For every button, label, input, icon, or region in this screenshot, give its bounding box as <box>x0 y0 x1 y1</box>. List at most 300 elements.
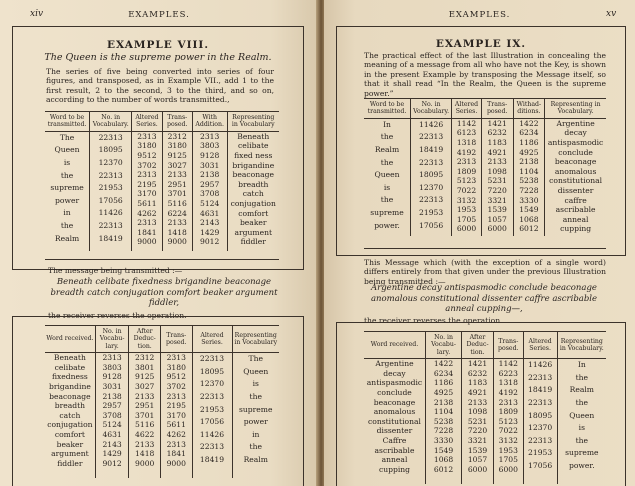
table-cell: beaconage <box>373 397 416 407</box>
page-number: xiv <box>30 9 44 19</box>
column-header: Representing in Vocabulary <box>227 112 279 132</box>
table-cell: 22313 <box>199 354 225 364</box>
table-cell: 2951 <box>167 179 187 189</box>
table-cell: 11426 <box>98 208 123 218</box>
table-cell: 2313 <box>102 353 122 363</box>
table-cell: 5116 <box>135 420 155 430</box>
table-cell: 9000 <box>135 458 155 468</box>
table-cell: Queen <box>54 145 80 155</box>
example-subtitle: The Queen is the supreme power in the Realm. <box>44 52 272 63</box>
table-cell: 3132 <box>498 435 518 445</box>
table-cell: 12370 <box>199 379 225 389</box>
table-cell: beaker <box>56 439 84 449</box>
table-cell: Argentine <box>375 359 414 369</box>
table-cell: 9012 <box>102 458 122 468</box>
table-cell: 12370 <box>98 158 123 167</box>
message-intro: This Message which (with the exception of a single word) differs entirely from that given under the previous Illustration being transmitted :— <box>364 258 606 286</box>
table-cell: The <box>248 354 263 364</box>
table-cell: the <box>249 442 262 452</box>
table-cell: celibate <box>54 362 86 372</box>
table-cell: 1104 <box>433 407 454 417</box>
table-cell: 7220 <box>467 426 488 436</box>
table-cell: in <box>252 429 260 439</box>
table-cell: 2313 <box>166 391 186 401</box>
table-cell: 3708 <box>102 410 122 420</box>
table-cell: 9125 <box>167 151 187 160</box>
table-column <box>45 353 95 478</box>
intro-paragraph: The series of five being converted into series of four figures, and transposed, as in Example VII., add 1 to the first result, 2 to the second, 3 to the third, and so on, according to the number of words transmitted., <box>46 67 274 105</box>
table-cell: argument <box>51 449 89 459</box>
table-cell: fixed ness <box>234 151 273 160</box>
table-cell: 1183 <box>487 138 507 147</box>
table-cell: Queen <box>243 366 269 376</box>
table-cell: ascribable <box>555 205 596 215</box>
table-cell: 1705 <box>456 214 477 224</box>
table-cell: 4192 <box>456 147 477 157</box>
table-cell: the <box>575 372 589 382</box>
table-cell: 3801 <box>135 362 155 372</box>
table-cell: 2957 <box>102 401 122 411</box>
table-cell: 4192 <box>498 388 518 397</box>
right-page <box>324 0 635 486</box>
table-cell: argument <box>234 227 273 237</box>
table-cell: dissenter <box>557 185 594 195</box>
table-cell: 1809 <box>456 166 477 176</box>
table-cell: decay <box>564 128 587 138</box>
table-cell: 2313 <box>456 157 477 167</box>
table-cell: caffre <box>564 195 587 205</box>
example-title: EXAMPLE VIII. <box>106 39 210 51</box>
table-cell: dissenter <box>376 426 413 436</box>
table-rule <box>45 259 279 260</box>
table-cell: 2133 <box>167 218 187 228</box>
table-rule <box>364 248 606 249</box>
table-cell: 5231 <box>467 416 488 426</box>
table-cell: Realm <box>243 454 268 464</box>
table-column <box>227 131 279 251</box>
column-header: Withad-ditions. <box>513 99 545 119</box>
column-header: Trans-posed. <box>493 332 523 359</box>
column-header: Altered Series. <box>132 112 162 132</box>
table-cell: 2143 <box>200 218 220 228</box>
table-cell: 2313 <box>200 131 220 141</box>
intro-paragraph: The practical effect of the last Illustration in concealing the meaning of a message from all who have not the Key, is shown in the present Example by transposing the Message itself, so that it shall read “In the Realm, the Queen is the supreme power.” <box>364 51 606 98</box>
table-column <box>364 118 411 236</box>
table-cell: 2138 <box>433 397 454 407</box>
table-cell: 2195 <box>166 401 186 411</box>
table-cell: the <box>249 392 262 401</box>
table-cell: 3701 <box>167 189 187 199</box>
table-cell: 5238 <box>433 416 454 426</box>
table-cell: 1421 <box>487 118 507 128</box>
table-cell: 4262 <box>137 208 157 218</box>
table-cell: 1418 <box>135 449 155 459</box>
table-cell: 3031 <box>102 382 122 391</box>
column-header: Word received. <box>364 332 425 359</box>
table-cell: conjugation <box>230 198 276 208</box>
page-number: xv <box>606 9 617 19</box>
table-cell: 2138 <box>102 391 122 401</box>
table-cell: Beneath <box>237 131 270 141</box>
table-cell: 2313 <box>137 131 157 141</box>
table-cell: 4631 <box>200 208 220 218</box>
table-cell: power <box>55 195 80 205</box>
column-header: Altered Series. <box>192 326 232 353</box>
table-cell: 6012 <box>519 224 539 234</box>
table-cell: 17056 <box>199 417 225 427</box>
table-cell: 1068 <box>433 455 454 465</box>
table-cell: cupping <box>378 464 411 474</box>
table-cell: 7022 <box>498 426 518 436</box>
column-header: After Deduc-tion. <box>129 326 161 353</box>
table-cell: 6000 <box>456 224 477 234</box>
table-cell: the <box>60 220 74 230</box>
table-column <box>364 359 425 484</box>
table-cell: 1953 <box>456 205 477 215</box>
table-cell: 2951 <box>135 401 155 411</box>
table-cell: 1142 <box>498 359 518 369</box>
table-cell: 4925 <box>519 147 539 157</box>
table-cell: 1418 <box>167 227 187 237</box>
table-cell: beaconage <box>232 170 274 180</box>
table-cell: constitutional <box>368 416 421 426</box>
table-cell: Argentine <box>556 118 595 128</box>
table-cell: 7228 <box>433 426 454 436</box>
table-cell: 12370 <box>528 423 553 433</box>
table-cell: 22313 <box>528 435 553 445</box>
table-cell: 5123 <box>498 416 518 426</box>
table-cell: 3180 <box>167 141 187 151</box>
table-cell: Beneath <box>53 353 86 363</box>
table-cell: 2133 <box>167 170 187 180</box>
decoding-table <box>45 325 279 478</box>
table-cell: 22313 <box>98 220 123 230</box>
table-cell: 1098 <box>487 166 507 176</box>
table-cell: 6234 <box>433 368 454 378</box>
table-cell: fiddler <box>57 458 83 468</box>
table-cell: 1422 <box>433 359 454 369</box>
table-cell: 6232 <box>467 368 488 378</box>
table-cell: 6234 <box>519 128 539 138</box>
table-cell: 18095 <box>528 410 553 420</box>
table-column <box>129 353 161 478</box>
table-cell: is <box>383 182 391 192</box>
table-cell: breadth <box>238 179 269 189</box>
table-cell: supreme <box>239 404 273 414</box>
table-cell: 5124 <box>102 420 122 430</box>
table-column <box>545 118 606 236</box>
table-cell: Realm <box>374 145 400 154</box>
table-cell: 1057 <box>487 214 507 224</box>
running-header: EXAMPLES. <box>128 10 190 20</box>
table-cell: conjugation <box>47 420 93 430</box>
table-cell: 4622 <box>135 429 155 439</box>
table-cell: 2313 <box>166 353 186 363</box>
table-cell: 12370 <box>419 182 444 192</box>
table-column <box>232 353 279 478</box>
table-cell: the <box>380 157 394 167</box>
table-cell: fiddler <box>240 237 266 247</box>
table-cell: 22313 <box>98 170 123 180</box>
table-cell: breadth <box>54 401 86 411</box>
table-cell: cupping <box>560 224 592 234</box>
table-cell: the <box>380 195 394 205</box>
table-cell: catch <box>242 189 264 199</box>
table-cell: In <box>577 360 586 370</box>
table-cell: 6223 <box>498 368 518 378</box>
table-cell: Caffre <box>382 435 407 445</box>
table-cell: 1539 <box>487 205 507 215</box>
table-cell: ascribable <box>374 445 415 455</box>
table-cell: 1142 <box>456 118 477 128</box>
table-cell: 5611 <box>166 420 186 430</box>
table-cell: 9128 <box>200 151 220 160</box>
column-header: No. in Vocabulary. <box>90 112 132 132</box>
column-header: Trans-posed. <box>162 112 192 132</box>
table-cell: is <box>578 423 585 433</box>
table-column <box>411 118 452 236</box>
table-cell: 17056 <box>528 460 553 470</box>
table-column <box>462 359 494 484</box>
table-cell: 4921 <box>467 388 488 397</box>
table-cell: supreme <box>370 207 404 217</box>
table-column <box>557 359 606 484</box>
table-cell: anneal <box>562 214 589 224</box>
receiver-note: the receiver reverses the operation. <box>364 316 503 325</box>
table-cell: 3027 <box>135 382 155 391</box>
table-cell: is <box>252 379 259 389</box>
column-header: Trans-posed. <box>160 326 192 353</box>
table-cell: the <box>575 435 589 445</box>
table-cell: 22313 <box>419 132 444 142</box>
table-cell: 1186 <box>433 378 454 388</box>
table-cell: 3170 <box>137 189 157 199</box>
table-cell: 5611 <box>137 198 157 208</box>
table-cell: 9012 <box>200 237 220 247</box>
table-cell: 1549 <box>519 205 539 215</box>
table-cell: beaker <box>239 218 267 228</box>
table-cell: 6000 <box>487 224 507 234</box>
table-cell: 22313 <box>419 195 444 205</box>
table-cell: 1539 <box>467 445 488 455</box>
table-cell: The <box>59 132 75 142</box>
table-cell: Realm <box>54 233 80 243</box>
table-cell: 6123 <box>456 128 477 138</box>
table-cell: 22313 <box>98 132 123 142</box>
table-cell: is <box>63 158 71 167</box>
table-cell: 5116 <box>167 198 187 208</box>
table-cell: 18419 <box>199 454 225 464</box>
table-cell: 18095 <box>419 170 444 180</box>
table-cell: 2138 <box>519 157 539 167</box>
table-cell: 1809 <box>498 407 518 417</box>
table-cell: 6224 <box>167 208 187 218</box>
table-cell: decay <box>383 368 406 378</box>
table-cell: 4921 <box>487 147 507 157</box>
table-cell: 1421 <box>467 359 488 369</box>
table-cell: 3803 <box>200 141 220 151</box>
table-column <box>95 353 129 478</box>
encoding-table <box>45 111 279 251</box>
table-cell: 1422 <box>519 118 539 128</box>
table-cell: beaconage <box>49 391 91 401</box>
table-cell: 2143 <box>102 439 122 449</box>
table-cell: 3330 <box>433 435 454 445</box>
table-cell: 9000 <box>137 237 157 247</box>
table-cell: Queen <box>569 410 595 420</box>
table-cell: 1098 <box>467 407 488 417</box>
table-cell: 3708 <box>200 189 220 199</box>
table-cell: 9512 <box>166 372 186 382</box>
column-header: No. in Vocabu-lary. <box>425 332 461 359</box>
running-header: EXAMPLES. <box>448 10 511 20</box>
table-column <box>160 353 192 478</box>
table-cell: 1429 <box>102 449 122 459</box>
column-header: After Deduc-tion. <box>462 332 494 359</box>
column-header: Representing in Vocabulary <box>232 326 279 353</box>
table-cell: 21953 <box>419 207 444 217</box>
table-cell: the <box>60 170 74 180</box>
receiver-note: the receiver reverses the operation. <box>48 311 187 320</box>
table-cell: 5123 <box>456 176 477 186</box>
table-column <box>493 359 523 484</box>
table-cell: 7022 <box>456 185 477 195</box>
table-cell: 3031 <box>200 160 220 170</box>
table-cell: anneal <box>381 455 408 465</box>
table-cell: 17056 <box>98 195 123 205</box>
table-cell: 11426 <box>199 429 225 439</box>
table-cell: 2133 <box>135 391 155 401</box>
table-cell: 18419 <box>419 145 444 154</box>
table-cell: 6232 <box>487 128 507 138</box>
table-cell: anomalous <box>373 407 416 417</box>
column-header: Representing in Vocabulary. <box>545 99 606 119</box>
table-cell: 2133 <box>487 157 507 167</box>
table-cell: comfort <box>54 429 85 439</box>
table-cell: fixedness <box>51 372 88 382</box>
table-cell: 1953 <box>498 445 518 455</box>
table-cell: brigandine <box>48 382 91 391</box>
table-cell: 9000 <box>167 237 187 247</box>
column-header: No. in Vocabu-lary. <box>95 326 129 353</box>
table-cell: 3803 <box>102 362 122 372</box>
table-cell: 9128 <box>102 372 122 382</box>
table-cell: 1841 <box>166 449 186 459</box>
table-cell: comfort <box>238 208 269 218</box>
table-cell: power. <box>374 220 400 230</box>
table-cell: power <box>243 417 268 427</box>
table-cell: conclude <box>377 388 412 397</box>
table-cell: brigandine <box>232 160 275 170</box>
table-cell: 9512 <box>137 151 157 160</box>
table-cell: 1104 <box>519 166 539 176</box>
table-cell: 22313 <box>199 392 225 401</box>
table-column <box>523 359 557 484</box>
table-cell: 3701 <box>135 410 155 420</box>
table-cell: 3132 <box>456 195 477 205</box>
table-cell: 22313 <box>419 157 444 167</box>
table-cell: 21953 <box>98 183 123 193</box>
table-cell: 2312 <box>135 353 155 363</box>
table-cell: 7220 <box>487 185 507 195</box>
table-cell: conclude <box>558 147 593 157</box>
table-cell: 18419 <box>98 233 123 243</box>
table-cell: 3702 <box>166 382 186 391</box>
table-cell: 2312 <box>167 131 187 141</box>
table-cell: celibate <box>237 141 269 151</box>
table-cell: constitutional <box>549 176 603 186</box>
table-cell: in <box>63 208 71 218</box>
table-cell: 5231 <box>487 176 507 186</box>
table-column <box>45 131 90 251</box>
table-column <box>192 353 232 478</box>
table-cell: Realm <box>569 385 594 395</box>
table-cell: 4631 <box>102 429 122 439</box>
table-cell: supreme <box>565 448 599 458</box>
message-label: The message being transmitted :— <box>48 266 183 275</box>
column-header: Altered Series. <box>523 332 557 359</box>
table-column <box>162 131 192 251</box>
table-cell: 1318 <box>498 378 518 388</box>
table-cell: 1068 <box>519 214 539 224</box>
table-cell: 11426 <box>528 360 553 370</box>
table-cell: 7228 <box>519 185 539 195</box>
table-cell: 1183 <box>467 378 488 388</box>
table-cell: 18419 <box>528 385 553 395</box>
table-cell: 6012 <box>433 464 454 474</box>
table-column <box>90 131 132 251</box>
column-header: With Addition. <box>192 112 227 132</box>
table-cell: In <box>383 119 391 129</box>
table-cell: the <box>380 132 394 142</box>
table-cell: 3027 <box>167 160 187 170</box>
table-cell: 5124 <box>200 198 220 208</box>
message-text: Argentine decay antispasmodic conclude beaconage anomalous constitutional dissenter caffre ascribable anneal cupping—, <box>370 283 598 314</box>
table-cell: 3170 <box>166 410 186 420</box>
table-cell: 2313 <box>137 218 157 228</box>
table-cell: 5238 <box>519 176 539 186</box>
table-cell: 21953 <box>528 448 553 458</box>
table-cell: antispasmodic <box>366 378 423 388</box>
decoding-table <box>364 331 606 484</box>
table-cell: 1549 <box>433 445 454 455</box>
column-header: Word to be transmitted. <box>364 99 411 119</box>
table-cell: 2133 <box>467 397 488 407</box>
table-cell: 1318 <box>456 138 477 147</box>
table-cell: the <box>575 398 589 407</box>
table-cell: 4925 <box>433 388 454 397</box>
table-cell: 1841 <box>137 227 157 237</box>
table-cell: supreme <box>50 183 84 193</box>
table-cell: 4262 <box>166 429 186 439</box>
table-column <box>481 118 513 236</box>
table-cell: 3321 <box>467 435 488 445</box>
table-cell: 18095 <box>199 366 225 376</box>
column-header: Word received. <box>45 326 95 353</box>
table-cell: 22313 <box>528 398 553 407</box>
table-column <box>132 131 162 251</box>
table-cell: 2195 <box>137 179 157 189</box>
column-header: Altered Series. <box>452 99 482 119</box>
table-cell: 2133 <box>135 439 155 449</box>
column-header: Trans-posed. <box>481 99 513 119</box>
table-cell: 22313 <box>528 372 553 382</box>
table-cell: 22313 <box>199 442 225 452</box>
table-cell: antispasmodic <box>547 138 604 147</box>
table-cell: 6000 <box>498 464 518 474</box>
table-cell: 3321 <box>487 195 507 205</box>
table-cell: 21953 <box>199 404 225 414</box>
